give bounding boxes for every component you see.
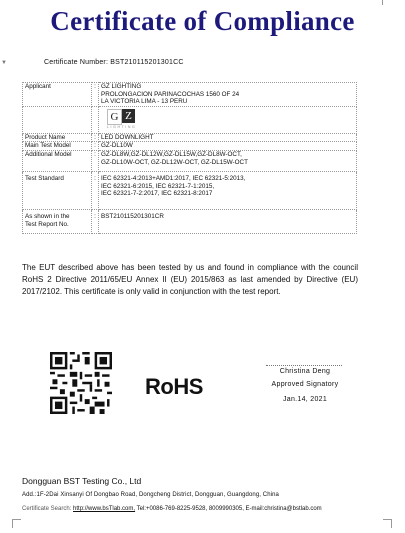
report-row [23, 209, 357, 233]
product-name-label: Product Name [23, 133, 92, 142]
product-name-value: LED DOWNLIGHT [99, 133, 357, 142]
logo-subtitle: LIGHTING [107, 124, 137, 129]
page-corner-mark [383, 519, 392, 528]
signatory-title: Approved Signatory [271, 381, 339, 388]
test-standard-line: IEC 62321-4:2013+AMD1:2017, IEC 62321-5:2013, [101, 174, 246, 182]
footer-phone-email: Tel:+0086-769-8225-9528, 8009990305, E-mail:christina@bstlab.com [136, 506, 322, 512]
logo-letter-z: Z [122, 109, 135, 123]
arrow-marker-icon: ▼ [1, 60, 7, 66]
compliance-statement: The EUT described above has been tested by us and found in compliance with the council RoHS 2 Directive 2011/65/EU Annex II (EU) 2015/863 as last amended by Directive (EU) 2017/2102. This certificate is only valid in conjunction with the test report. [22, 263, 358, 296]
test-standard-line: IEC 62321-6:2015, IEC 62321-7-1:2015, [101, 182, 215, 190]
main-test-model-row [23, 142, 357, 151]
applicant-value [99, 83, 357, 107]
applicant-line: GZ LIGHTING [101, 83, 142, 90]
applicant-line: PROLONGACION PARINACOCHAS 1560 OF 24 [101, 90, 240, 98]
separator: : [92, 83, 99, 107]
additional-model-line: GZ-DL8W,GZ-DL12W,GZ-DL15W,GZ-DL8W-OCT, [101, 150, 242, 158]
certificate-info-table [22, 82, 357, 234]
certificate-search-label: Certificate Search: [22, 506, 72, 512]
certificate-title: Certificate of Compliance [50, 6, 355, 36]
rohs-logo: RoHS [145, 374, 203, 399]
applicant-label: Applicant [23, 83, 92, 107]
test-standard-row [23, 171, 357, 209]
report-number-value: BST210115201301CR [99, 209, 357, 233]
test-standard-line: IEC 62321-7-2:2017, IEC 62321-8:2017 [101, 190, 213, 198]
product-name-row [23, 133, 357, 142]
footer-company: Dongguan BST Testing Co., Ltd [22, 476, 142, 486]
certificate-number-line [44, 59, 184, 66]
separator: : [92, 171, 99, 209]
page-tick-mark [382, 0, 383, 5]
certificate-number-label: Certificate Number: [44, 59, 109, 66]
separator: : [92, 209, 99, 233]
separator: : [92, 142, 99, 151]
applicant-logo [107, 109, 136, 130]
applicant-row [23, 83, 357, 107]
separator: : [92, 133, 99, 142]
main-test-model-value: GZ-DL10W [99, 142, 357, 151]
applicant-logo-cell [99, 106, 357, 133]
certificate-number-value: BST210115201301CC [110, 59, 184, 66]
footer-url-link[interactable]: http://www.bsTlab.com, [73, 506, 136, 512]
applicant-line: LA VICTORIA LIMA - 13 PERU [101, 98, 188, 106]
footer-contact [22, 506, 322, 512]
report-label: As shown in the Test Report No. [23, 209, 92, 233]
signatory-name: Christina Deng [279, 368, 331, 375]
qr-code-icon [50, 352, 112, 414]
additional-model-line: GZ-DL10W-OCT, GZ-DL12W-OCT, GZ-DL15W-OCT [101, 158, 248, 166]
page-corner-mark [12, 519, 21, 528]
signature-line [266, 365, 342, 366]
additional-model-label: Additional Model [23, 150, 92, 171]
signatory-date: Jan.14, 2021 [282, 396, 328, 403]
test-standard-label: Test Standard [23, 171, 92, 209]
logo-letter-g: G [107, 109, 122, 125]
main-test-model-label: Main Test Model [23, 142, 92, 151]
additional-model-value [99, 150, 357, 171]
additional-model-row [23, 150, 357, 171]
logo-row [23, 106, 357, 133]
footer-address: Add.:1F-2Dai Xinsanyi Of Dongbao Road, Dongcheng District, Dongguan, Guangdong, China [22, 492, 279, 498]
test-standard-value [99, 171, 357, 209]
separator: : [92, 150, 99, 171]
